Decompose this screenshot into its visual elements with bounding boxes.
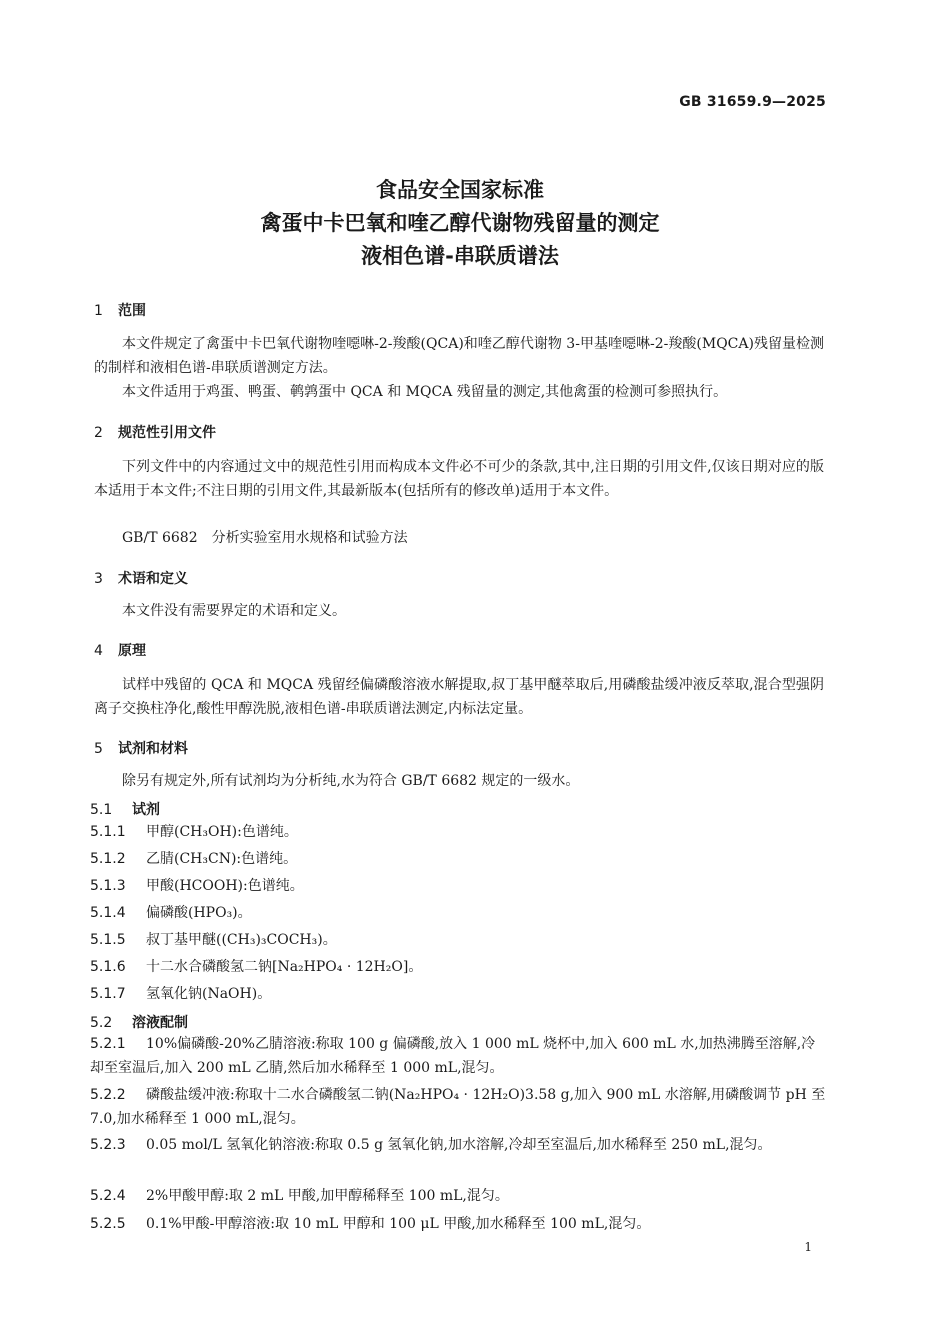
section-5-paragraph-1: 除另有规定外,所有试剂均为分析纯,水为符合 GB/T 6682 规定的一级水。 [122,773,580,789]
title-line-2: 禽蛋中卡巴氧和喹乙醇代谢物残留量的测定 [260,211,660,235]
subsection-title: 试剂 [132,802,160,818]
item-number: 5.1.5 [90,932,126,948]
subsection-5-1-heading [90,799,160,819]
item-number: 5.2.2 [90,1087,126,1103]
item-number: 5.1.3 [90,878,126,894]
item-text: 甲醇(CH₃OH):色谱纯。 [146,824,298,840]
section-title: 范围 [118,303,146,319]
section-number: 1 [94,303,103,319]
item-text: 10%偏磷酸-20%乙腈溶液:称取 100 g 偏磷酸,放入 1 000 mL 烧杯中,加入 600 mL 水,加热沸腾至溶解,冷却至室温后,加入 200 mL 乙腈,然后加水稀释至 1 000 mL,混匀。 [90,1036,816,1076]
item-text: 乙腈(CH₃CN):色谱纯。 [146,851,298,867]
item-text: 甲酸(HCOOH):色谱纯。 [146,878,304,894]
subsection-title: 溶液配制 [132,1015,188,1031]
item-number: 5.2.5 [90,1216,126,1232]
title-line-3: 液相色谱-串联质谱法 [361,244,559,268]
standard-code: GB 31659.9—2025 [679,94,826,110]
item-number: 5.1.6 [90,959,126,975]
subsection-5-2-heading [90,1012,188,1032]
item-text: 十二水合磷酸氢二钠[Na₂HPO₄ · 12H₂O]。 [146,959,423,975]
section-number: 2 [94,425,103,441]
item-text: 叔丁基甲醚((CH₃)₃COCH₃)。 [146,932,337,948]
item-number: 5.2.4 [90,1188,126,1204]
item-number: 5.1.4 [90,905,126,921]
item-number: 5.1.7 [90,986,126,1002]
item-number: 5.1.2 [90,851,126,867]
item-text: 氢氧化钠(NaOH)。 [146,986,272,1002]
reagent-item [90,820,826,844]
section-1-paragraph-1: 本文件规定了禽蛋中卡巴氧代谢物喹噁啉-2-羧酸(QCA)和喹乙醇代谢物 3-甲基喹噁啉-2-羧酸(MQCA)残留量检测的制样和液相色谱-串联质谱测定方法。 [94,336,824,376]
normative-reference: GB/T 6682 分析实验室用水规格和试验方法 [122,530,408,546]
reagent-item [90,874,826,898]
section-number: 3 [94,571,103,587]
section-title: 术语和定义 [118,571,188,587]
solution-item [90,1212,826,1236]
section-4-paragraph-1: 试样中残留的 QCA 和 MQCA 残留经偏磷酸溶液水解提取,叔丁基甲醚萃取后,用磷酸盐缓冲液反萃取,混合型强阴离子交换柱净化,酸性甲醇洗脱,液相色谱-串联质谱法测定,内标法定量。 [94,677,824,717]
item-number: 5.1.1 [90,824,126,840]
section-title: 试剂和材料 [118,741,188,757]
subsection-number: 5.2 [90,1015,113,1031]
section-title: 原理 [118,643,146,659]
section-title: 规范性引用文件 [118,425,216,441]
section-number: 5 [94,741,103,757]
solution-item [90,1184,826,1208]
solution-item [90,1133,826,1157]
item-text: 0.05 mol/L 氢氧化钠溶液:称取 0.5 g 氢氧化钠,加水溶解,冷却至室温后,加水稀释至 250 mL,混匀。 [146,1137,772,1153]
reagent-item [90,928,826,952]
section-4-heading [94,640,146,660]
item-text: 0.1%甲酸-甲醇溶液:取 10 mL 甲醇和 100 μL 甲酸,加水稀释至 100 mL,混匀。 [146,1216,651,1232]
item-number: 5.2.1 [90,1036,126,1052]
subsection-number: 5.1 [90,802,113,818]
section-2-paragraph-1: 下列文件中的内容通过文中的规范性引用而构成本文件必不可少的条款,其中,注日期的引用文件,仅该日期对应的版本适用于本文件;不注日期的引用文件,其最新版本(包括所有的修改单)适用于本文件。 [94,459,824,499]
section-1-paragraph-2: 本文件适用于鸡蛋、鸭蛋、鹌鹑蛋中 QCA 和 MQCA 残留量的测定,其他禽蛋的检测可参照执行。 [122,384,728,400]
section-1-heading [94,300,146,320]
solution-item [90,1083,826,1131]
reagent-item [90,955,826,979]
item-text: 磷酸盐缓冲液:称取十二水合磷酸氢二钠(Na₂HPO₄ · 12H₂O)3.58 g,加入 900 mL 水溶解,用磷酸调节 pH 至 7.0,加水稀释至 1 000 mL,混匀。 [90,1087,826,1127]
section-3-heading [94,568,188,588]
reagent-item [90,847,826,871]
item-text: 偏磷酸(HPO₃)。 [146,905,252,921]
item-text: 2%甲酸甲醇:取 2 mL 甲酸,加甲醇稀释至 100 mL,混匀。 [146,1188,509,1204]
section-3-paragraph-1: 本文件没有需要界定的术语和定义。 [122,603,346,619]
section-2-heading [94,422,216,442]
solution-item [90,1032,826,1080]
document-title [0,174,920,273]
section-number: 4 [94,643,103,659]
title-line-1: 食品安全国家标准 [376,178,544,202]
reagent-item [90,982,826,1006]
page-number: 1 [804,1240,812,1254]
reagent-item [90,901,826,925]
item-number: 5.2.3 [90,1137,126,1153]
section-5-heading [94,738,188,758]
